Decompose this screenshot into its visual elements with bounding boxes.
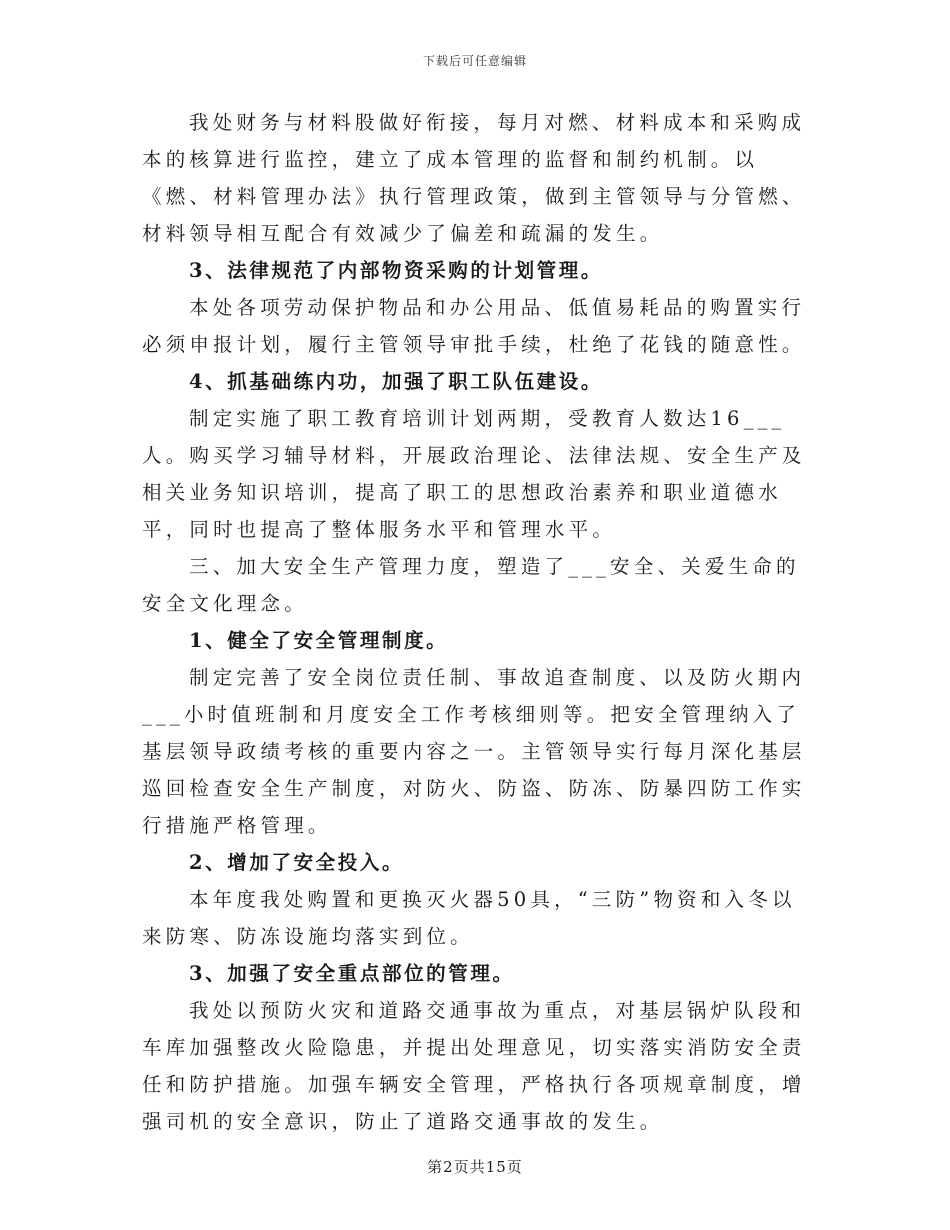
document-body <box>142 104 810 1140</box>
paragraph: 本年度我处购置和更换灭火器50具，“三防”物资和入冬以来防寒、防冻设施均落实到位。 <box>142 888 796 948</box>
paragraph: 我处以预防火灾和道路交通事故为重点，对基层锅炉队段和车库加强整改火险隐患，并提出处理意见，切实落实消防安全责任和防护措施。加强车辆安全管理，严格执行各项规章制度，增强司机的安全意识，防止了道路交通事故的发生。 <box>142 999 806 1133</box>
section-heading: 1、健全了安全管理制度。 <box>189 629 449 652</box>
section-heading: 3、加强了安全重点部位的管理。 <box>189 962 515 985</box>
paragraph: 三、加大安全生产管理力度，塑造了___安全、关爱生命的安全文化理念。 <box>142 555 800 615</box>
paragraph: 制定完善了安全岗位责任制、事故追查制度、以及防火期内___小时值班制和月度安全工作考核细则等。把安全管理纳入了基层领导政绩考核的重要内容之一。主管领导实行每月深化基层巡回检查安全生产制度，对防火、防盗、防冻、防暴四防工作实行措施严格管理。 <box>142 666 806 837</box>
section-heading: 2、增加了安全投入。 <box>189 851 405 874</box>
page-number: 第2页共15页 <box>427 1158 523 1176</box>
page-header: 下载后可任意编辑 <box>422 54 527 68</box>
paragraph: 本处各项劳动保护物品和办公用品、低值易耗品的购置实行必须申报计划，履行主管领导审批手续，杜绝了花钱的随意性。 <box>142 296 806 356</box>
section-heading: 3、法律规范了内部物资采购的计划管理。 <box>189 259 603 282</box>
section-heading: 4、抓基础练内功，加强了职工队伍建设。 <box>189 370 603 393</box>
paragraph: 制定实施了职工教育培训计划两期，受教育人数达16___人。购买学习辅导材料，开展政治理论、法律法规、安全生产及相关业务知识培训，提高了职工的思想政治素养和职业道德水平，同时也提高了整体服务水平和管理水平。 <box>142 407 806 541</box>
paragraph: 我处财务与材料股做好衔接，每月对燃、材料成本和采购成本的核算进行监控，建立了成本管理的监督和制约机制。以《燃、材料管理办法》执行管理政策，做到主管领导与分管燃、材料领导相互配合有效减少了偏差和疏漏的发生。 <box>142 111 806 245</box>
